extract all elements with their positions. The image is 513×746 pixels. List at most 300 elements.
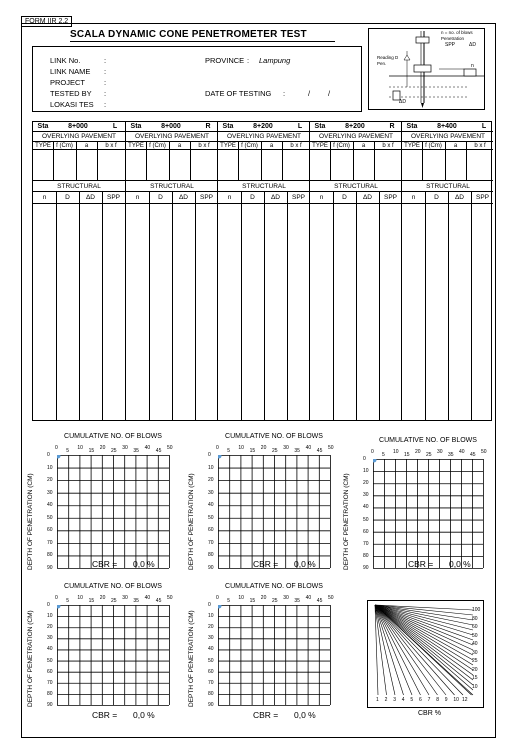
- row-line: [126, 131, 217, 132]
- row-line: [33, 180, 125, 181]
- station-value: 8+200: [345, 123, 365, 130]
- x-tick-label: 40: [305, 595, 312, 601]
- row-line: [218, 180, 309, 181]
- x-tick-label: 0: [371, 449, 374, 455]
- row-line: [402, 149, 493, 150]
- chart-title: CUMULATIVE NO. OF BLOWS: [225, 583, 323, 590]
- origin-point: [218, 605, 222, 609]
- a-header: a: [361, 143, 366, 149]
- row-line: [402, 180, 493, 181]
- y-tick-label: 60: [208, 668, 214, 675]
- row-line: [33, 149, 125, 150]
- cbr-right-tick: 60: [472, 624, 478, 630]
- y-tick-label: 90: [208, 702, 214, 708]
- y-tick-label: 20: [363, 480, 369, 487]
- d-header: D: [434, 194, 439, 201]
- station-value: 8+200: [253, 123, 273, 130]
- x-tick-label: 25: [272, 448, 278, 454]
- col-divider: [466, 142, 467, 181]
- chart-title: CUMULATIVE NO. OF BLOWS: [379, 437, 477, 444]
- colon: :: [104, 100, 107, 109]
- col-divider: [448, 192, 449, 420]
- n-label: n: [471, 63, 474, 69]
- row-line: [218, 141, 309, 142]
- cbr-x-tick: 7: [427, 697, 431, 703]
- overlying-header: OVERLYING PAVEMENT: [318, 133, 394, 140]
- data-table: [32, 121, 492, 421]
- row-line: [126, 141, 217, 142]
- y-tick-label: 10: [208, 613, 214, 620]
- f-cm-header: f (Cm): [333, 143, 350, 149]
- n-header: n: [411, 194, 416, 201]
- y-tick-label: 90: [208, 565, 214, 571]
- col-divider: [287, 192, 288, 420]
- a-header: a: [269, 143, 274, 149]
- cbr-label: CBR =: [408, 559, 434, 569]
- cbr-ray: [375, 605, 473, 645]
- spp-header: SPP: [199, 194, 213, 201]
- x-tick-label: 45: [470, 452, 476, 458]
- x-tick-label: 40: [144, 595, 151, 601]
- col-divider: [379, 192, 380, 420]
- link-no-label: LINK No.: [50, 56, 81, 65]
- col-divider: [238, 142, 239, 181]
- cbr-ray: [375, 605, 473, 695]
- col-divider: [195, 192, 196, 420]
- col-divider: [169, 142, 170, 181]
- chart-grid: [57, 605, 171, 707]
- tested-by-label: TESTED BY: [50, 89, 92, 98]
- y-tick-label: 30: [363, 492, 369, 499]
- x-tick-label: 50: [167, 445, 173, 451]
- y-tick-label: 0: [208, 452, 211, 458]
- row-line: [126, 180, 217, 181]
- cbr-right-tick: 40: [472, 641, 478, 647]
- y-tick-label: 20: [208, 624, 214, 631]
- x-tick-label: 20: [415, 449, 421, 455]
- x-tick-label: 15: [88, 598, 95, 604]
- pen-label: Pen.: [377, 61, 387, 66]
- x-tick-label: 10: [393, 449, 399, 455]
- x-tick-label: 40: [459, 449, 465, 455]
- y-tick-label: 10: [363, 468, 369, 475]
- f-cm-header: f (Cm): [56, 143, 73, 149]
- row-line: [33, 131, 125, 132]
- station-column-group: [401, 122, 493, 420]
- d-header: D: [250, 194, 255, 201]
- n-header: n: [42, 194, 47, 201]
- lokasi-label: LOKASI TES: [50, 100, 94, 109]
- cbr-x-tick: 6: [419, 697, 422, 703]
- x-tick-label: 30: [283, 445, 289, 451]
- overlying-header: OVERLYING PAVEMENT: [41, 133, 117, 140]
- col-divider: [241, 192, 242, 420]
- title-underline: [70, 41, 335, 42]
- col-divider: [172, 192, 173, 420]
- y-tick-label: 80: [208, 690, 214, 697]
- chart-ylabel: DEPTH OF PENETRATION (CM): [343, 473, 350, 570]
- x-tick-label: 50: [328, 595, 334, 601]
- project-label: PROJECT: [50, 78, 86, 87]
- cbr-ray: [375, 605, 473, 680]
- a-header: a: [453, 143, 458, 149]
- d-header: D: [158, 194, 163, 201]
- x-tick-label: 5: [66, 598, 69, 604]
- y-tick-label: 60: [47, 527, 53, 534]
- province-value: Lampung: [259, 56, 291, 65]
- x-tick-label: 45: [316, 598, 323, 604]
- x-tick-label: 50: [328, 445, 334, 451]
- y-tick-label: 0: [47, 452, 50, 458]
- page-title: SCALA DYNAMIC CONE PENETROMETER TEST: [70, 29, 307, 40]
- cbr-right-tick: 50: [472, 632, 478, 639]
- cbr-right-tick: 20: [472, 666, 478, 673]
- x-tick-label: 10: [77, 595, 83, 601]
- cbr-right-tick: 10: [472, 683, 478, 690]
- cbr-xlabel: CBR %: [418, 710, 441, 717]
- station-value: 8+000: [161, 123, 181, 130]
- y-tick-label: 20: [47, 477, 53, 484]
- y-tick-label: 50: [47, 657, 53, 664]
- x-tick-label: 50: [481, 449, 487, 455]
- x-tick-label: 15: [88, 448, 95, 454]
- chart-ylabel: DEPTH OF PENETRATION (CM): [188, 473, 195, 570]
- cbr-x-tick: 9: [444, 697, 448, 703]
- station-label: Sta: [314, 123, 326, 130]
- cbr-x-tick: 4: [401, 697, 405, 703]
- y-tick-label: 60: [208, 527, 214, 534]
- y-tick-label: 10: [47, 464, 53, 471]
- x-tick-label: 0: [55, 445, 58, 451]
- date-slash: /: [328, 89, 331, 98]
- cbr-ray: [375, 605, 446, 695]
- col-divider: [333, 192, 334, 420]
- cbr-ray: [375, 605, 473, 650]
- cbr-x-tick: 5: [410, 697, 414, 703]
- type-header: TYPE: [312, 143, 328, 149]
- chart-ylabel: DEPTH OF PENETRATION (CM): [27, 610, 34, 707]
- overlying-header: OVERLYING PAVEMENT: [410, 133, 486, 140]
- row-line: [310, 141, 401, 142]
- x-tick-label: 0: [216, 445, 219, 451]
- col-divider: [102, 192, 103, 420]
- col-divider: [353, 142, 354, 181]
- x-tick-label: 30: [122, 445, 128, 451]
- y-tick-label: 70: [208, 539, 214, 546]
- x-tick-label: 10: [238, 595, 244, 601]
- row-line: [126, 149, 217, 150]
- x-tick-label: 35: [294, 598, 300, 604]
- row-line: [33, 141, 125, 142]
- f-cm-header: f (Cm): [241, 143, 258, 149]
- station-column-group: [309, 122, 401, 420]
- cbr-label: CBR =: [92, 710, 118, 720]
- col-divider: [190, 142, 191, 181]
- y-tick-label: 40: [47, 502, 53, 509]
- structural-header: STRUCTURAL: [57, 183, 101, 190]
- y-tick-label: 50: [363, 516, 369, 523]
- y-tick-label: 20: [47, 624, 53, 631]
- cbr-right-tick: 80: [472, 615, 478, 622]
- station-value: 8+400: [437, 123, 457, 130]
- spp-header: SPP: [383, 194, 397, 201]
- n-header: n: [135, 194, 140, 201]
- cbr-value: 0,0 %: [294, 559, 316, 569]
- cbr-value: 0,0 %: [133, 710, 155, 720]
- bxf-header: b x f: [105, 143, 117, 149]
- x-tick-label: 25: [111, 598, 117, 604]
- y-tick-label: 30: [47, 635, 53, 642]
- col-divider: [422, 142, 423, 181]
- spp-header: SPP: [291, 194, 305, 201]
- bxf-header: b x f: [382, 143, 394, 149]
- cbr-right-tick: 30: [472, 649, 478, 656]
- col-divider: [146, 142, 147, 181]
- y-tick-label: 30: [208, 635, 214, 642]
- station-side: R: [205, 123, 211, 130]
- x-tick-label: 30: [437, 449, 443, 455]
- row-line: [218, 131, 309, 132]
- station-label: Sta: [222, 123, 234, 130]
- a-header: a: [84, 143, 89, 149]
- d-header: D: [65, 194, 70, 201]
- d-label: ΔD: [399, 99, 406, 105]
- chart-grid: [57, 455, 171, 570]
- station-column-group: [125, 122, 217, 420]
- col-divider: [97, 142, 98, 181]
- cbr-right-tick: 25: [472, 658, 478, 664]
- y-tick-label: 50: [47, 514, 53, 521]
- x-tick-label: 45: [155, 448, 162, 454]
- origin-point: [57, 605, 61, 609]
- y-tick-label: 30: [47, 489, 53, 496]
- y-tick-label: 40: [47, 646, 53, 653]
- cbr-right-tick: 15: [472, 675, 478, 681]
- x-tick-label: 5: [227, 448, 230, 454]
- station-side: R: [389, 123, 395, 130]
- bxf-header: b x f: [290, 143, 302, 149]
- bxf-header: b x f: [198, 143, 210, 149]
- col-divider: [282, 142, 283, 181]
- cbr-x-tick: 3: [393, 697, 396, 703]
- col-divider: [149, 192, 150, 420]
- y-tick-label: 0: [208, 602, 211, 608]
- y-tick-label: 60: [47, 668, 53, 675]
- station-label: Sta: [37, 123, 49, 130]
- x-tick-label: 20: [260, 595, 267, 601]
- delta-d-header: ΔD: [454, 194, 465, 201]
- structural-header: STRUCTURAL: [150, 183, 194, 190]
- x-tick-label: 45: [155, 598, 162, 604]
- station-side: L: [297, 123, 303, 130]
- origin-point: [373, 459, 377, 463]
- x-tick-label: 20: [99, 595, 106, 601]
- colon: :: [283, 89, 286, 98]
- y-tick-label: 50: [208, 657, 214, 664]
- x-tick-label: 0: [55, 595, 58, 601]
- y-tick-label: 80: [47, 690, 53, 697]
- cbr-label: CBR =: [253, 710, 279, 720]
- chart-title: CUMULATIVE NO. OF BLOWS: [64, 583, 162, 590]
- bxf-header: b x f: [474, 143, 486, 149]
- colon: :: [104, 67, 107, 76]
- cbr-x-tick: 12: [462, 697, 468, 703]
- dcp-diagram: [368, 28, 485, 110]
- station-column-group: [33, 122, 125, 420]
- y-tick-label: 40: [208, 646, 214, 653]
- structural-header: STRUCTURAL: [426, 183, 470, 190]
- y-tick-label: 60: [363, 528, 369, 535]
- x-tick-label: 30: [122, 595, 128, 601]
- cbr-value: 0,0 %: [449, 559, 471, 569]
- y-tick-label: 10: [47, 613, 53, 620]
- x-tick-label: 50: [167, 595, 173, 601]
- x-tick-label: 15: [249, 448, 256, 454]
- cbr-x-tick: 1: [376, 697, 379, 703]
- y-tick-label: 30: [208, 489, 214, 496]
- chart-title: CUMULATIVE NO. OF BLOWS: [225, 433, 323, 440]
- station-label: Sta: [130, 123, 142, 130]
- y-tick-label: 90: [363, 565, 369, 571]
- cbr-ray: [375, 605, 473, 685]
- x-tick-label: 10: [77, 445, 83, 451]
- station-side: L: [481, 123, 487, 130]
- overlying-header: OVERLYING PAVEMENT: [226, 133, 302, 140]
- y-tick-label: 80: [47, 552, 53, 559]
- cbr-value: 0,0 %: [133, 559, 155, 569]
- x-tick-label: 0: [216, 595, 219, 601]
- x-tick-label: 15: [249, 598, 256, 604]
- province-label: PROVINCE: [205, 56, 245, 65]
- legend-spp: SPP: [445, 42, 456, 48]
- x-tick-label: 5: [227, 598, 230, 604]
- structural-header: STRUCTURAL: [334, 183, 378, 190]
- x-tick-label: 20: [260, 445, 267, 451]
- x-tick-label: 35: [133, 448, 139, 454]
- station-label: Sta: [406, 123, 418, 130]
- x-tick-label: 15: [404, 452, 410, 458]
- chart-grid: [218, 605, 332, 707]
- y-tick-label: 80: [363, 552, 369, 559]
- col-divider: [471, 192, 472, 420]
- col-divider: [76, 142, 77, 181]
- cbr-x-tick: 8: [436, 697, 439, 703]
- f-cm-header: f (Cm): [425, 143, 442, 149]
- colon: :: [104, 89, 107, 98]
- station-value: 8+000: [68, 123, 88, 130]
- f-cm-header: f (Cm): [149, 143, 166, 149]
- cbr-nomograph-svg: [368, 601, 483, 707]
- type-header: TYPE: [220, 143, 236, 149]
- origin-point: [218, 455, 222, 459]
- y-tick-label: 70: [363, 540, 369, 547]
- cbr-value: 0,0 %: [294, 710, 316, 720]
- y-tick-label: 40: [208, 502, 214, 509]
- cbr-x-tick: 2: [384, 697, 388, 703]
- col-divider: [330, 142, 331, 181]
- x-tick-label: 35: [448, 452, 454, 458]
- link-name-label: LINK NAME: [50, 67, 91, 76]
- x-tick-label: 35: [294, 448, 300, 454]
- x-tick-label: 35: [133, 598, 139, 604]
- spp-header: SPP: [106, 194, 120, 201]
- col-divider: [425, 192, 426, 420]
- row-line: [218, 149, 309, 150]
- y-tick-label: 90: [47, 702, 53, 708]
- origin-point: [57, 455, 61, 459]
- cbr-label: CBR =: [92, 559, 118, 569]
- col-divider: [261, 142, 262, 181]
- col-divider: [56, 192, 57, 420]
- delta-d-header: ΔD: [85, 194, 96, 201]
- row-line: [402, 141, 493, 142]
- spp-header: SPP: [475, 194, 489, 201]
- delta-d-header: ΔD: [362, 194, 373, 201]
- y-tick-label: 40: [363, 504, 369, 511]
- y-tick-label: 90: [47, 565, 53, 571]
- station-side: L: [112, 123, 118, 130]
- y-tick-label: 0: [363, 456, 366, 462]
- cbr-right-tick: 100: [472, 607, 481, 613]
- chart-ylabel: DEPTH OF PENETRATION (CM): [188, 610, 195, 707]
- dcp-diagram-svg: [369, 29, 484, 109]
- col-divider: [264, 192, 265, 420]
- x-tick-label: 5: [66, 448, 69, 454]
- x-tick-label: 25: [272, 598, 278, 604]
- date-label: DATE OF TESTING: [205, 89, 272, 98]
- x-tick-label: 40: [144, 445, 151, 451]
- a-header: a: [177, 143, 182, 149]
- x-tick-label: 20: [99, 445, 106, 451]
- x-tick-label: 30: [283, 595, 289, 601]
- cbr-label: CBR =: [253, 559, 279, 569]
- cbr-x-tick: 10: [453, 697, 459, 703]
- structural-header: STRUCTURAL: [242, 183, 286, 190]
- delta-d-header: ΔD: [178, 194, 189, 201]
- y-tick-label: 80: [208, 552, 214, 559]
- chart-ylabel: DEPTH OF PENETRATION (CM): [27, 473, 34, 570]
- y-tick-label: 0: [47, 602, 50, 608]
- cbr-nomograph: [367, 600, 484, 708]
- n-header: n: [319, 194, 324, 201]
- x-tick-label: 25: [111, 448, 117, 454]
- date-slash: /: [308, 89, 311, 98]
- n-header: n: [227, 194, 232, 201]
- type-header: TYPE: [35, 143, 51, 149]
- x-tick-label: 45: [316, 448, 323, 454]
- chart-grid: [373, 459, 485, 570]
- reading-d-label: Reading D: [377, 55, 399, 60]
- y-tick-label: 70: [208, 679, 214, 686]
- row-line: [402, 131, 493, 132]
- colon: :: [104, 56, 107, 65]
- y-tick-label: 20: [208, 477, 214, 484]
- station-column-group: [217, 122, 309, 420]
- row-line: [310, 131, 401, 132]
- y-tick-label: 70: [47, 539, 53, 546]
- y-tick-label: 10: [208, 464, 214, 471]
- delta-d-header: ΔD: [270, 194, 281, 201]
- x-tick-label: 25: [426, 452, 432, 458]
- col-divider: [445, 142, 446, 181]
- col-divider: [356, 192, 357, 420]
- x-tick-label: 40: [305, 445, 312, 451]
- y-tick-label: 50: [208, 514, 214, 521]
- d-header: D: [342, 194, 347, 201]
- legend-n: n = no. of blows: [441, 30, 473, 35]
- colon: :: [104, 78, 107, 87]
- form-number: FORM IIR 2.2: [21, 16, 72, 27]
